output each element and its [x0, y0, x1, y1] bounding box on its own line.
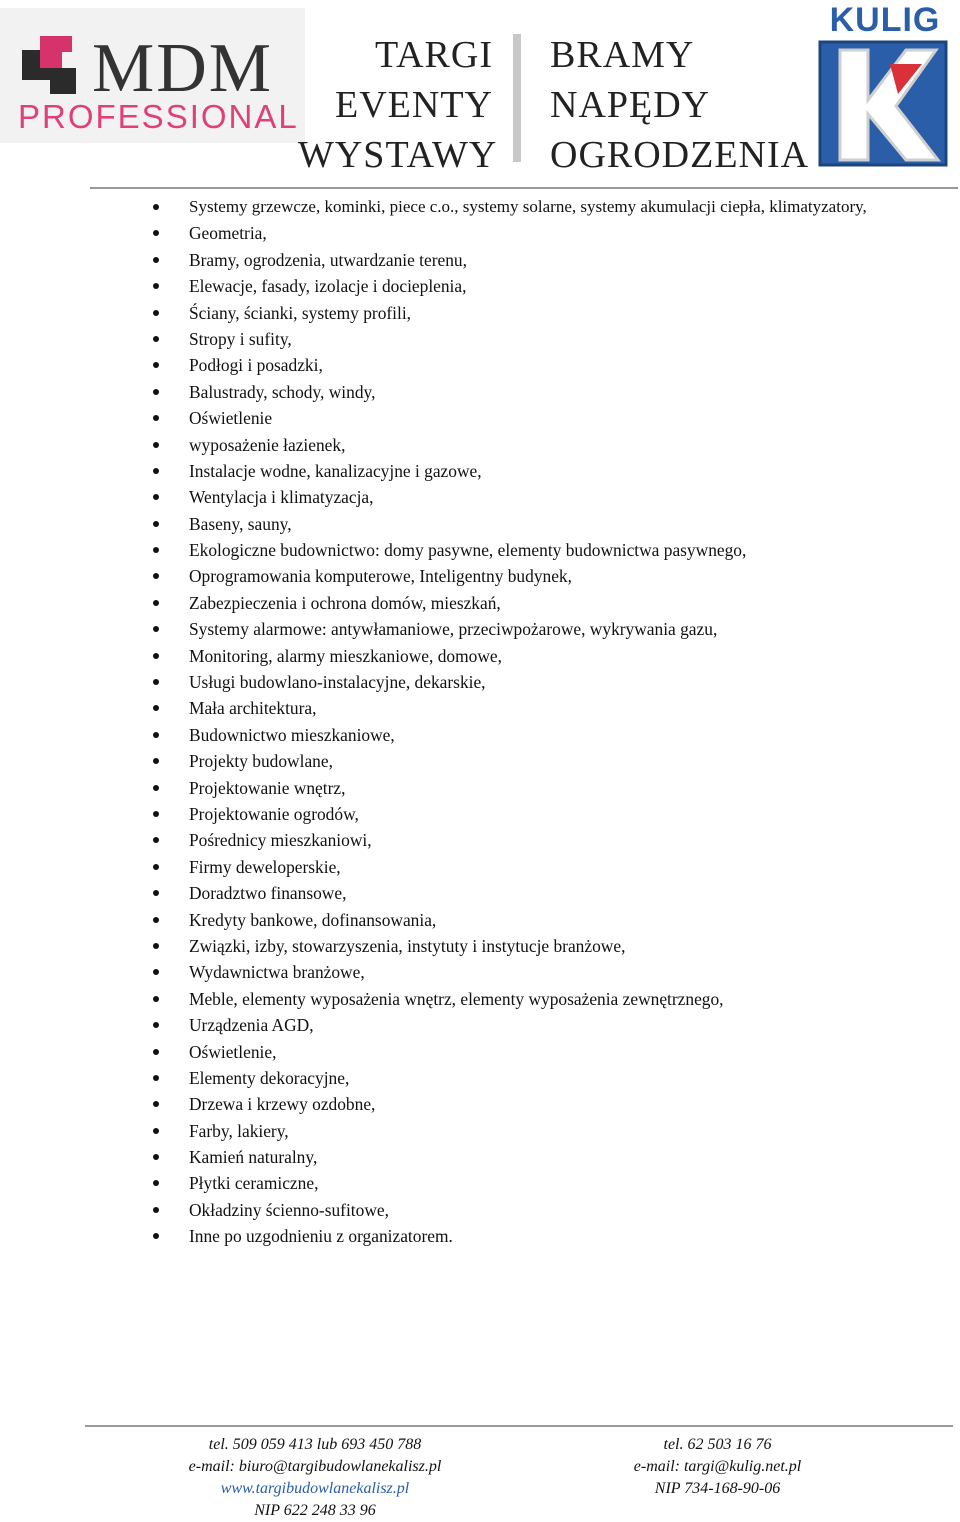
list-item	[150, 537, 867, 563]
list-item-text: Kredyty bankowe, dofinansowania,	[189, 909, 437, 930]
list-item	[150, 220, 867, 246]
bullet-icon	[153, 468, 159, 474]
list-item	[150, 1197, 867, 1223]
list-item	[150, 827, 867, 853]
bullet-icon	[153, 362, 159, 368]
list-item-text: Elementy dekoracyjne,	[189, 1067, 350, 1088]
list-item-text: Doradztwo finansowe,	[189, 883, 347, 904]
bullet-icon	[153, 1022, 159, 1028]
list-item-text: Płytki ceramiczne,	[189, 1173, 319, 1194]
list-item	[150, 748, 867, 774]
header-left-line-2: EVENTY	[335, 84, 493, 126]
exhibit-category-list	[150, 194, 867, 1250]
list-item	[150, 484, 867, 510]
list-item-text: wyposażenie łazienek,	[189, 434, 346, 455]
list-item	[150, 801, 867, 827]
list-item	[150, 907, 867, 933]
list-item-text: Drzewa i krzewy ozdobne,	[189, 1094, 376, 1115]
list-item-text: Kamień naturalny,	[189, 1147, 318, 1168]
list-item	[150, 458, 867, 484]
bullet-icon	[153, 679, 159, 685]
bullet-icon	[153, 732, 159, 738]
list-item-text: Oświetlenie,	[189, 1041, 277, 1062]
bullet-icon	[153, 811, 159, 817]
list-item-text: Ściany, ścianki, systemy profili,	[189, 302, 412, 323]
bullet-icon	[153, 573, 159, 579]
bullet-icon	[153, 1101, 159, 1107]
list-item-text: Monitoring, alarmy mieszkaniowe, domowe,	[189, 645, 502, 666]
list-item-text: Meble, elementy wyposażenia wnętrz, elementy wyposażenia zewnętrznego,	[189, 988, 724, 1009]
list-item-text: Projekty budowlane,	[189, 751, 333, 772]
footer-right-email[interactable]: e-mail: targi@kulig.net.pl	[633, 1458, 802, 1475]
list-item	[150, 1223, 867, 1249]
footer-left-contact	[160, 1434, 470, 1522]
bullet-icon	[153, 917, 159, 923]
bullet-icon	[153, 521, 159, 527]
bullet-icon	[153, 864, 159, 870]
list-item-text: Balustrady, schody, windy,	[189, 381, 376, 402]
bullet-icon	[153, 996, 159, 1002]
bullet-icon	[153, 389, 159, 395]
list-item	[150, 194, 867, 220]
bullet-icon	[153, 494, 159, 500]
list-item	[150, 933, 867, 959]
list-item-text: Mała architektura,	[189, 698, 317, 719]
bullet-icon	[153, 1075, 159, 1081]
list-item	[150, 643, 867, 669]
header-left-line-1: TARGI	[374, 34, 493, 76]
list-item	[150, 1065, 867, 1091]
list-item	[150, 1091, 867, 1117]
list-item-text: Elewacje, fasady, izolacje i docieplenia,	[189, 276, 467, 297]
bullet-icon	[153, 1180, 159, 1186]
list-item-text: Instalacje wodne, kanalizacyjne i gazowe,	[189, 460, 482, 481]
list-item-text: Zabezpieczenia i ochrona domów, mieszkań,	[189, 592, 501, 613]
list-item	[150, 695, 867, 721]
bullet-icon	[153, 705, 159, 711]
list-item	[150, 986, 867, 1012]
list-item	[150, 379, 867, 405]
bullet-icon	[153, 230, 159, 236]
list-item	[150, 616, 867, 642]
bullet-icon	[153, 969, 159, 975]
mdm-professional-logo	[0, 8, 305, 143]
bullet-icon	[153, 1233, 159, 1239]
bullet-icon	[153, 415, 159, 421]
list-item	[150, 432, 867, 458]
list-item	[150, 511, 867, 537]
header-right-column	[550, 30, 810, 180]
list-item	[150, 273, 867, 299]
footer-left-email[interactable]: e-mail: biuro@targibudowlanekalisz.pl	[188, 1458, 442, 1475]
list-item	[150, 722, 867, 748]
list-item	[150, 1170, 867, 1196]
list-item-text: Geometria,	[189, 223, 267, 244]
list-item	[150, 1144, 867, 1170]
bullet-icon	[153, 1128, 159, 1134]
bullet-icon	[153, 1049, 159, 1055]
footer-right-contact	[600, 1434, 835, 1500]
list-item-text: Projektowanie ogrodów,	[189, 803, 359, 824]
list-item-text: Baseny, sauny,	[189, 513, 292, 534]
bullet-icon	[153, 1207, 159, 1213]
list-item	[150, 300, 867, 326]
bullet-icon	[153, 1154, 159, 1160]
footer-right-nip: NIP 734-168-90-06	[654, 1480, 781, 1497]
list-item	[150, 1039, 867, 1065]
list-item	[150, 959, 867, 985]
header-rule	[90, 187, 958, 189]
header-left-line-3: WYSTAWY	[298, 134, 498, 176]
list-item-text: Projektowanie wnętrz,	[189, 777, 346, 798]
bullet-icon	[153, 547, 159, 553]
list-item-text: Pośrednicy mieszkaniowi,	[189, 830, 372, 851]
header-left-column	[298, 30, 498, 180]
bullet-icon	[153, 204, 159, 210]
bullet-icon	[153, 310, 159, 316]
list-item-text: Oprogramowania komputerowe, Inteligentny budynek,	[189, 566, 572, 587]
kulig-logo-text: KULIG	[829, 1, 941, 39]
mdm-logo-name: MDM	[92, 30, 274, 107]
list-item	[150, 669, 867, 695]
list-item-text: Wentylacja i klimatyzacja,	[189, 487, 374, 508]
list-item	[150, 590, 867, 616]
list-item	[150, 854, 867, 880]
list-item	[150, 1118, 867, 1144]
bullet-icon	[153, 758, 159, 764]
footer-website-link[interactable]: www.targibudowlanekalisz.pl	[220, 1480, 410, 1497]
list-item	[150, 326, 867, 352]
list-item	[150, 563, 867, 589]
bullet-icon	[153, 785, 159, 791]
bullet-icon	[153, 653, 159, 659]
bullet-icon	[153, 442, 159, 448]
logo-square-light	[62, 52, 78, 68]
list-item-text: Wydawnictwa branżowe,	[189, 962, 365, 983]
list-item-text: Farby, lakiery,	[189, 1120, 289, 1141]
header-right-line-2: NAPĘDY	[550, 84, 711, 126]
list-item-text: Ekologiczne budownictwo: domy pasywne, elementy budownictwa pasywnego,	[189, 540, 747, 561]
header-right-line-1: BRAMY	[550, 34, 695, 76]
list-item	[150, 405, 867, 431]
list-item-text: Inne po uzgodnieniu z organizatorem.	[189, 1226, 453, 1247]
list-item-text: Stropy i sufity,	[189, 328, 292, 349]
bullet-icon	[153, 943, 159, 949]
list-item-text: Systemy alarmowe: antywłamaniowe, przeciwpożarowe, wykrywania gazu,	[189, 619, 718, 640]
bullet-icon	[153, 257, 159, 263]
logo-square-dark-2	[50, 68, 76, 94]
footer-left-phone: tel. 509 059 413 lub 693 450 788	[208, 1436, 422, 1453]
list-item-text: Związki, izby, stowarzyszenia, instytuty i instytucje branżowe,	[189, 935, 626, 956]
bullet-icon	[153, 626, 159, 632]
bullet-icon	[153, 600, 159, 606]
list-item-text: Budownictwo mieszkaniowe,	[189, 724, 395, 745]
list-item-text: Okładziny ścienno-sufitowe,	[189, 1199, 389, 1220]
list-item-text: Bramy, ogrodzenia, utwardzanie terenu,	[189, 249, 467, 270]
header-right-line-3: OGRODZENIA	[550, 134, 810, 176]
list-item-text: Podłogi i posadzki,	[189, 355, 323, 376]
mdm-logo-subtitle: PROFESSIONAL	[18, 98, 299, 135]
bullet-icon	[153, 837, 159, 843]
list-item	[150, 880, 867, 906]
list-item-text: Usługi budowlano-instalacyjne, dekarskie,	[189, 672, 486, 693]
list-item	[150, 1012, 867, 1038]
list-item-text: Oświetlenie	[189, 408, 273, 429]
list-item-text: Firmy deweloperskie,	[189, 856, 341, 877]
header-divider	[513, 34, 521, 162]
list-item	[150, 352, 867, 378]
list-item-text: Systemy grzewcze, kominki, piece c.o., systemy solarne, systemy akumulacji ciepła, klimatyzatory,	[189, 197, 867, 216]
bullet-icon	[153, 283, 159, 289]
bullet-icon	[153, 890, 159, 896]
footer-right-phone: tel. 62 503 16 76	[663, 1436, 772, 1453]
bullet-icon	[153, 336, 159, 342]
list-item-text: Urządzenia AGD,	[189, 1015, 314, 1036]
footer-left-nip: NIP 622 248 33 96	[254, 1502, 376, 1519]
footer-rule	[85, 1425, 953, 1427]
list-item	[150, 247, 867, 273]
list-item	[150, 775, 867, 801]
